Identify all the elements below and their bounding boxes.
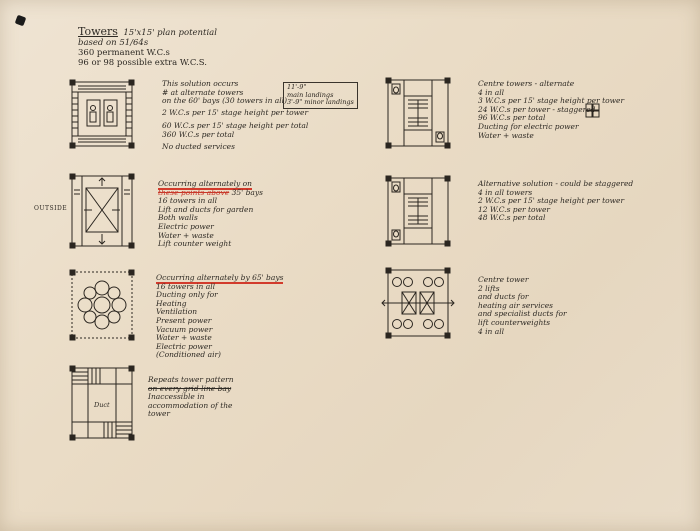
block7-note-4: heating air services [478, 300, 554, 310]
outside-label: OUTSIDE [34, 205, 68, 212]
block6-note-3: 2 W.C.s per 15' stage height per tower [478, 196, 625, 206]
block4-note-3: Inaccessible in [148, 392, 205, 402]
block5-note-7: Water + waste [478, 130, 534, 140]
plan-alternative-tower-6 [378, 174, 458, 250]
block2-notes [158, 180, 263, 249]
block5-note-6: Ducting for electric power [478, 121, 579, 131]
block6-note-1: Alternative solution - could be staggered [478, 179, 634, 188]
block6-note-5: 48 W.C.s per total [478, 213, 546, 223]
block4-note-4: accommodation of the [148, 400, 233, 410]
block3-note-3: Ducting only for [156, 290, 218, 300]
plan-services-tower-3 [62, 268, 142, 348]
block4-notes [148, 376, 234, 419]
block2-note-2: 35' bays [231, 187, 263, 197]
plan-duct-tower-2 [62, 172, 142, 252]
block5-note-3: 3 W.C.s per 15' stage height per tower [478, 96, 625, 106]
block1-note-7: No ducted services [162, 141, 235, 151]
header-line-3: 96 or 98 possible extra W.C.S. [78, 58, 207, 68]
block4-note-5: tower [148, 409, 170, 419]
block7-note-1: Centre tower [478, 275, 529, 284]
header-title: Towers [78, 25, 118, 38]
block5-note-4: 24 W.C.s per tower - staggered [478, 104, 596, 114]
duct-label: Duct [94, 401, 110, 409]
block3-note-8: Water + waste [156, 333, 212, 343]
header-notes [78, 26, 217, 68]
landing-dim-3: 3'-9" minor landings [287, 98, 354, 106]
block3-note-7: Vacuum power [156, 324, 213, 334]
landing-dim-1: 11'-9" [287, 83, 307, 91]
block5-note-2: 4 in all [478, 87, 505, 97]
block2-note-6: Electric power [158, 221, 214, 231]
block5-notes [478, 80, 624, 140]
block1-note-1: This solution occurs [162, 79, 239, 88]
block7-note-7: 4 in all [478, 326, 505, 336]
landing-dimensions-box [283, 82, 358, 109]
header-line-2: 360 permanent W.C.s [78, 48, 170, 58]
block4-note-2: on every grid-line bay [148, 383, 232, 393]
block7-note-2: 2 lifts [478, 283, 500, 293]
block3-notes [156, 274, 283, 360]
block7-note-5: and specialist ducts for [478, 309, 567, 319]
block5-note-1: Centre towers - alternate [478, 79, 575, 88]
block2-note-4: Lift and ducts for garden [158, 204, 254, 214]
block1-note-3: on the 60' bays (30 towers in all) [162, 96, 287, 106]
block3-note-4: Heating [156, 298, 187, 308]
block2-note-3: 16 towers in all [158, 196, 218, 206]
block7-note-3: and ducts for [478, 292, 529, 302]
block4-note-1: Repeats tower pattern [148, 375, 234, 384]
wc-sketch-mark [585, 103, 601, 119]
block1-note-2: # at alternate towers [162, 87, 244, 97]
block2-note-8: Lift counter weight [158, 239, 232, 249]
landing-dim-2: main landings [287, 90, 334, 99]
block2-note-1: Occurring alternately on [158, 179, 252, 188]
block5-note-5: 96 W.C.s per total [478, 113, 546, 123]
block6-note-4: 12 W.C.s per tower [478, 204, 550, 214]
block3-note-6: Present power [156, 315, 212, 325]
header-line-1: based on 51/64s [78, 38, 149, 48]
block6-notes [478, 180, 633, 223]
block2-note-5: Both walls [158, 213, 198, 223]
plan-lift-tower-7 [378, 266, 458, 342]
block7-notes [478, 276, 567, 336]
plan-centre-tower-5 [378, 76, 458, 152]
block3-note-9: Electric power [156, 341, 212, 351]
plan-stair-tower-1 [62, 78, 142, 150]
block7-note-6: lift counterweights [478, 317, 551, 327]
pushpin-mark [15, 15, 27, 27]
block3-note-2: 16 towers in all [156, 281, 216, 291]
block6-note-2: 4 in all towers [478, 187, 533, 197]
header-title-suffix: 15'x15' plan potential [123, 28, 217, 38]
block1-note-4: 2 W.C.s per 15' stage height per tower [162, 107, 309, 117]
block1-note-6: 360 W.C.s per total [162, 129, 235, 139]
block3-note-1: Occurring alternately by 65' bays [156, 273, 284, 282]
block1-note-5: 60 W.C.s per 15' stage height per total [162, 121, 309, 131]
block2-note-7: Water + waste [158, 230, 214, 240]
block2-struck-text: these points above [158, 187, 230, 197]
block3-note-10: (Conditioned air) [156, 350, 221, 360]
block3-note-5: Ventilation [156, 307, 198, 317]
